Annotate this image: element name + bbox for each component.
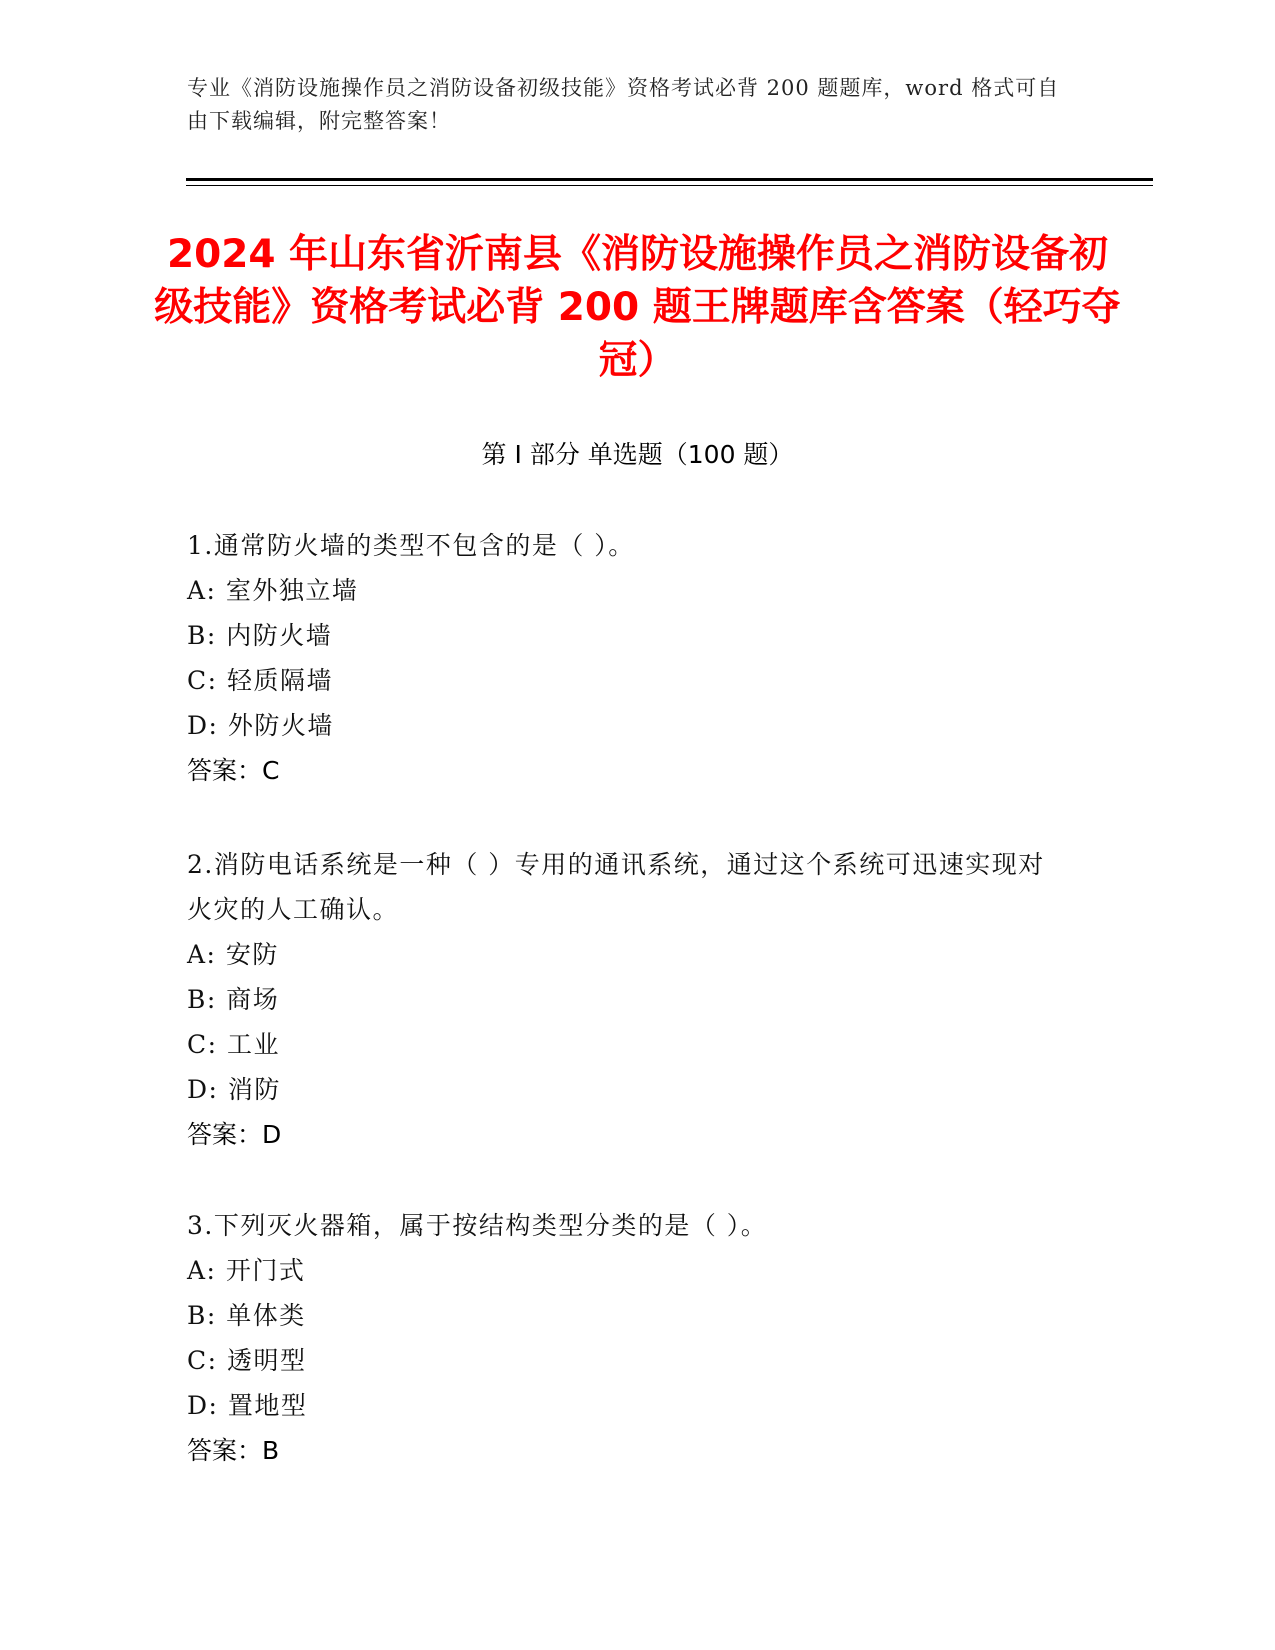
question-stem: 1.通常防火墙的类型不包含的是（ ）。 (187, 531, 635, 560)
option-b: B: 内防火墙 (187, 621, 333, 650)
option-d: D: 置地型 (187, 1391, 308, 1420)
option-a: A: 安防 (187, 940, 279, 969)
option-c: C: 透明型 (187, 1346, 307, 1375)
option-d: D: 外防火墙 (187, 711, 334, 740)
section-title: 第 I 部分 单选题（100 题） (481, 440, 794, 469)
answer-line: 答案：B (187, 1436, 280, 1465)
header-rule-thick (186, 178, 1153, 181)
header-note: 专业《消防设施操作员之消防设备初级技能》资格考试必背 200 题题库，word 格式可自由下载编辑，附完整答案！ (187, 76, 1060, 133)
question-block (187, 842, 1067, 1157)
answer-line: 答案：D (187, 1120, 282, 1149)
answer-line: 答案：C (187, 756, 280, 785)
option-a: A: 室外独立墙 (187, 576, 359, 605)
document-title: 2024 年山东省沂南县《消防设施操作员之消防设备初级技能》资格考试必背 200 题王牌题库含答案（轻巧夺冠） (154, 232, 1121, 383)
header-rule-thin (186, 185, 1153, 186)
question-stem: 2.消防电话系统是一种（ ）专用的通讯系统，通过这个系统可迅速实现对火灾的人工确认。 (187, 850, 1045, 924)
question-stem: 3.下列灭火器箱，属于按结构类型分类的是（ ）。 (187, 1211, 768, 1240)
option-a: A: 开门式 (187, 1256, 306, 1285)
option-b: B: 单体类 (187, 1301, 306, 1330)
question-block (187, 1203, 1067, 1473)
question-block (187, 523, 1067, 793)
option-c: C: 工业 (187, 1030, 280, 1059)
option-b: B: 商场 (187, 985, 280, 1014)
option-c: C: 轻质隔墙 (187, 666, 333, 695)
option-d: D: 消防 (187, 1075, 281, 1104)
